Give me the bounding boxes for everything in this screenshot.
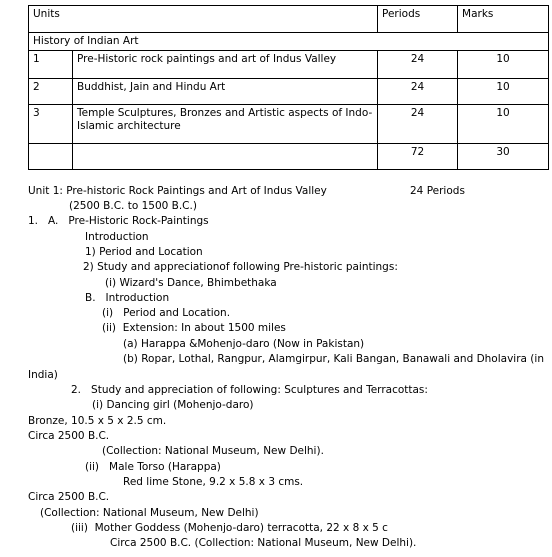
list-item: (i) Period and Location. [102, 307, 231, 319]
section-a-heading: 1. A. Pre-Historic Rock-Paintings [28, 215, 209, 227]
row-periods: 24 [378, 79, 458, 105]
list-item: 2) Study and appreciationof following Pre-historic paintings: [83, 261, 398, 273]
row-topic-line: Islamic architecture [77, 120, 181, 132]
header-periods: Periods [378, 6, 458, 33]
header-marks: Marks [458, 6, 549, 33]
table-row [29, 105, 549, 144]
table-total-row [29, 144, 549, 170]
table-row [29, 79, 549, 105]
row-topic: Pre-Historic rock paintings and art of Indus Valley [73, 51, 378, 79]
list-item: (b) Ropar, Lothal, Rangpur, Alamgirpur, Kali Bangan, Banawali and Dholavira (in [123, 353, 544, 365]
list-item: Red lime Stone, 9.2 x 5.8 x 3 cms. [123, 476, 304, 488]
row-number: 2 [29, 79, 73, 105]
row-marks: 10 [458, 51, 549, 79]
list-item: (i) Wizard's Dance, Bhimbethaka [105, 277, 277, 289]
list-item: Introduction [85, 231, 149, 243]
list-item: (i) Dancing girl (Mohenjo-daro) [92, 399, 254, 411]
row-marks: 10 [458, 79, 549, 105]
total-periods: 72 [378, 144, 458, 170]
list-item: 1) Period and Location [85, 246, 203, 258]
list-item: India) [28, 369, 58, 381]
list-item: (ii) Male Torso (Harappa) [85, 461, 221, 473]
section-b-heading: B. Introduction [85, 292, 170, 304]
total-empty [73, 144, 378, 170]
list-item: Circa 2500 B.C. [28, 430, 110, 442]
total-empty [29, 144, 73, 170]
header-units: Units [29, 6, 378, 33]
unit-periods: 24 Periods [410, 185, 465, 197]
list-item: (ii) Extension: In about 1500 miles [102, 322, 286, 334]
row-periods: 24 [378, 105, 458, 144]
units-table [28, 5, 549, 170]
list-item: (a) Harappa &Mohenjo-daro (Now in Pakistan) [123, 338, 365, 350]
list-item: Circa 2500 B.C. (Collection: National Museum, New Delhi). [110, 537, 417, 549]
section-2-heading: 2. Study and appreciation of following: Sculptures and Terracottas: [71, 384, 428, 396]
list-item: (Collection: National Museum, New Delhi). [102, 445, 324, 457]
list-item: Circa 2500 B.C. [28, 491, 110, 503]
list-item: (Collection: National Museum, New Delhi) [40, 507, 259, 519]
unit-dates: (2500 B.C. to 1500 B.C.) [69, 200, 197, 212]
list-item: (iii) Mother Goddess (Mohenjo-daro) terracotta, 22 x 8 x 5 c [71, 522, 388, 534]
unit-heading: Unit 1: Pre-historic Rock Paintings and Art of Indus Valley [28, 185, 327, 197]
row-marks: 10 [458, 105, 549, 144]
total-marks: 30 [458, 144, 549, 170]
row-topic: Buddhist, Jain and Hindu Art [73, 79, 378, 105]
row-periods: 24 [378, 51, 458, 79]
row-topic-line: Temple Sculptures, Bronzes and Artistic aspects of Indo- [77, 107, 373, 119]
table-section-row [29, 33, 549, 51]
table-row [29, 51, 549, 79]
row-number: 3 [29, 105, 73, 144]
section-title: History of Indian Art [29, 33, 549, 51]
row-topic [73, 105, 378, 144]
table-header-row [29, 6, 549, 33]
row-number: 1 [29, 51, 73, 79]
list-item: Bronze, 10.5 x 5 x 2.5 cm. [28, 415, 167, 427]
